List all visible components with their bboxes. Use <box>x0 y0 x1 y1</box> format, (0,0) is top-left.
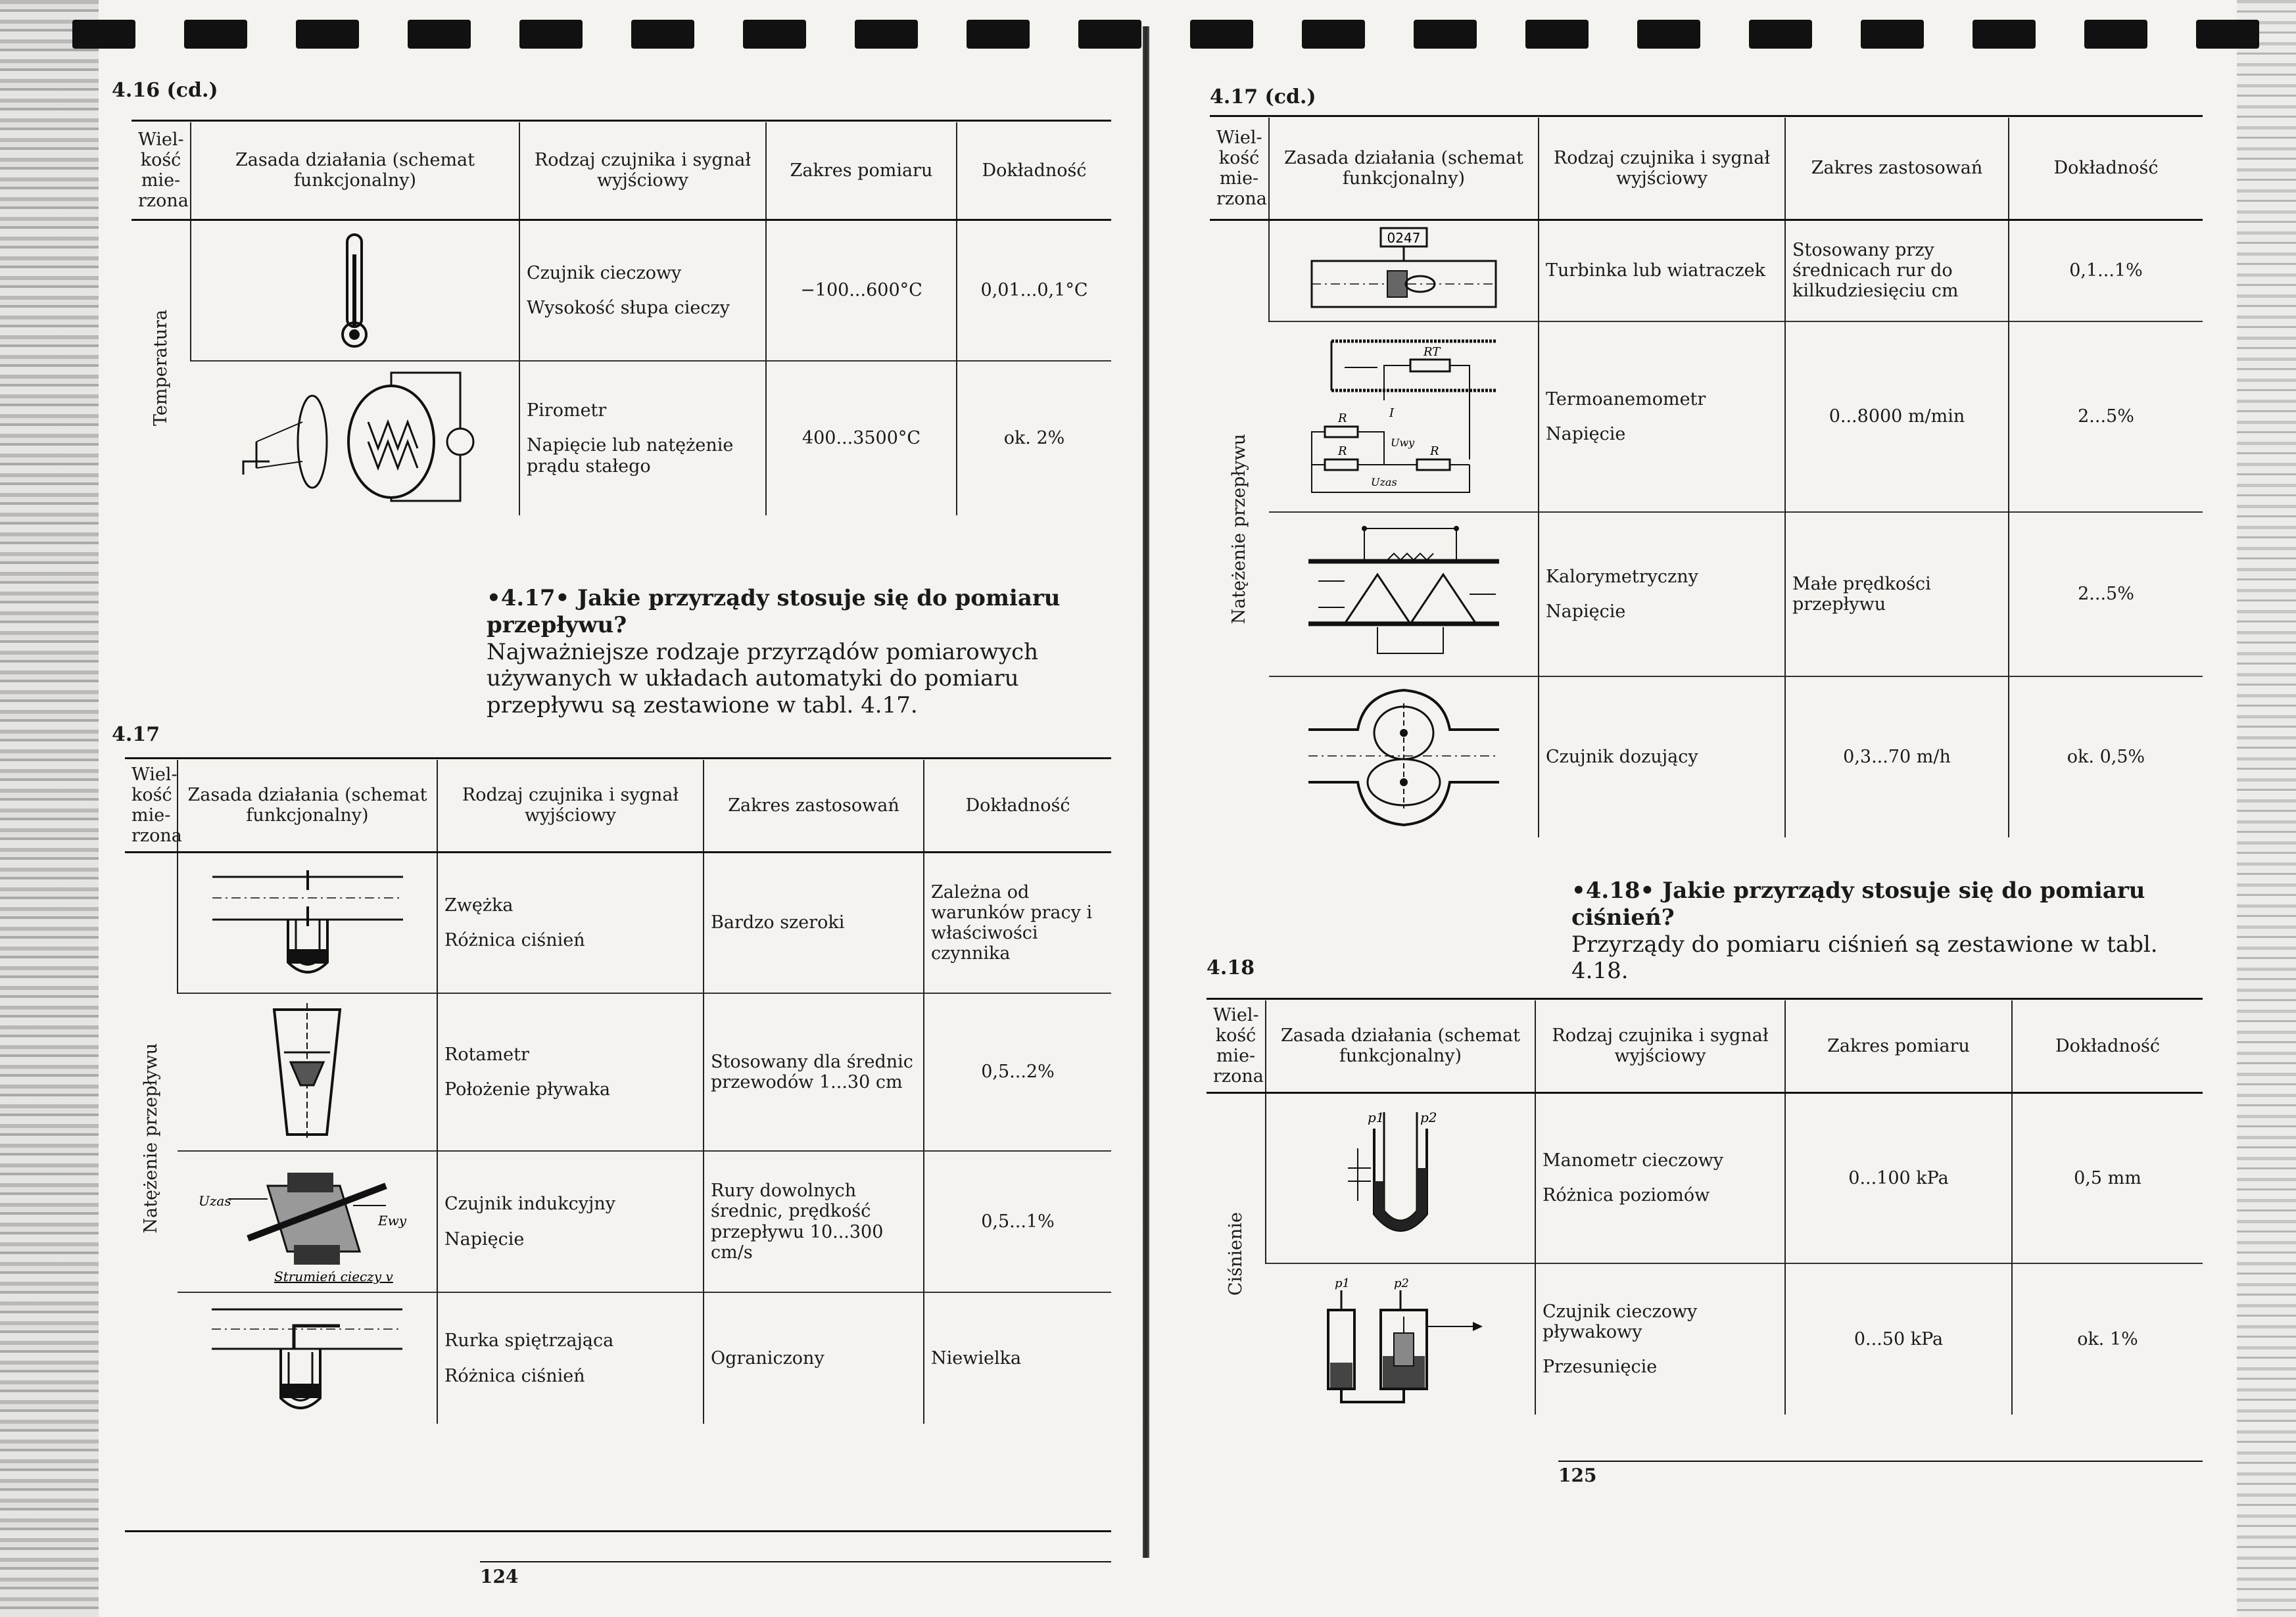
sensor-signal: Przesunięcie <box>1543 1357 1658 1378</box>
header-cell: Zakres zastosowań <box>1785 118 2009 220</box>
sensor-cell <box>519 361 766 515</box>
table-row <box>1207 1092 2203 1263</box>
table-4-16 <box>132 122 1111 515</box>
u-out-label: Ewy <box>378 1212 407 1229</box>
group-cell <box>132 220 191 515</box>
sensor-cell <box>437 852 704 993</box>
header-cell: Zasada działania (schemat funkcjonalny) <box>1269 118 1539 220</box>
r-label-3: R <box>1429 444 1439 458</box>
scan-edge-left <box>0 0 99 1617</box>
u-tube-manometer-diagram <box>1322 1102 1479 1254</box>
thermoanemometer-diagram <box>1305 328 1502 505</box>
table-row <box>1207 1263 2203 1415</box>
stream-label: Strumień cieczy v <box>274 1268 393 1284</box>
group-cell <box>125 852 178 1424</box>
p1-label: p1 <box>1368 1110 1385 1126</box>
counter-label: 0247 <box>1387 229 1421 246</box>
current-label: I <box>1389 406 1394 420</box>
p2-label: p2 <box>1393 1276 1409 1290</box>
sensor-signal: Napięcie lub natężenie prądu stałego <box>527 435 734 477</box>
u-out-label: Uwy <box>1390 436 1414 449</box>
diagram-cell <box>178 993 437 1151</box>
sensor-signal: Różnica ciśnień <box>444 1365 585 1386</box>
sensor-cell <box>437 1151 704 1292</box>
sensor-cell <box>1535 1092 1785 1263</box>
diagram-cell <box>1266 1092 1535 1263</box>
section-paragraph-4-18 <box>1571 878 2203 985</box>
question-heading: •4.17• Jakie przyrządy stosuje się do pomiaru przepływu? <box>487 585 1061 638</box>
header-cell: Zasada działania (schemat funkcjonalny) <box>191 122 519 220</box>
pyrometer-diagram <box>230 369 480 507</box>
header-cell: Wiel-kość mie-rzona <box>125 760 178 852</box>
table-label: 4.16 (cd.) <box>112 79 218 102</box>
group-label: Ciśnienie <box>1225 1212 1246 1296</box>
range-cell: Bardzo szeroki <box>704 852 924 993</box>
table-row <box>132 361 1111 515</box>
table-label: 4.17 <box>112 723 160 746</box>
header-cell: Rodzaj czujnika i sygnał wyjściowy <box>1539 118 1785 220</box>
sensor-name: Czujnik cieczowy <box>527 262 682 283</box>
page-number: 124 <box>480 1566 519 1587</box>
diagram-cell <box>1269 220 1539 321</box>
header-cell: Zakres pomiaru <box>1785 1000 2012 1092</box>
binding-marks <box>26 20 2288 53</box>
table-4-17 <box>125 760 1111 1424</box>
accuracy-cell: 0,5...1% <box>924 1151 1111 1292</box>
range-cell: 400...3500°C <box>766 361 957 515</box>
float-manometer-diagram <box>1302 1271 1499 1409</box>
accuracy-cell: 0,01...0,1°C <box>957 220 1111 361</box>
header-cell: Rodzaj czujnika i sygnał wyjściowy <box>519 122 766 220</box>
header-cell: Rodzaj czujnika i sygnał wyjściowy <box>437 760 704 852</box>
sensor-signal: Napięcie <box>1546 424 1626 444</box>
header-cell: Zasada działania (schemat funkcjonalny) <box>1266 1000 1535 1092</box>
group-label: Temperatura <box>150 310 171 427</box>
turbine-meter-diagram <box>1308 225 1499 317</box>
diagram-cell <box>191 220 519 361</box>
sensor-name: Czujnik indukcyjny <box>444 1194 616 1215</box>
header-cell: Dokładność <box>924 760 1111 852</box>
range-cell: −100...600°C <box>766 220 957 361</box>
table-row <box>1210 676 2203 837</box>
header-cell: Zakres zastosowań <box>704 760 924 852</box>
accuracy-cell: Zależna od warunków pracy i właściwości czynnika <box>924 852 1111 993</box>
table-4-18 <box>1207 1000 2203 1415</box>
header-cell: Wiel-kość mie-rzona <box>1210 118 1269 220</box>
dosing-sensor-diagram <box>1305 684 1502 832</box>
sensor-cell <box>1539 321 1785 512</box>
book-gutter <box>1143 26 1149 1558</box>
u-zas-label: Uzas <box>1370 476 1397 488</box>
sensor-signal: Różnica ciśnień <box>444 929 585 950</box>
group-label: Natężenie przepływu <box>1228 433 1249 624</box>
r-label-1: R <box>1337 411 1347 425</box>
sensor-name: Zwężka <box>444 895 514 916</box>
table-row <box>1210 321 2203 512</box>
table-row <box>125 852 1111 993</box>
p1-label: p1 <box>1334 1276 1350 1290</box>
sensor-signal: Wysokość słupa cieczy <box>527 297 730 318</box>
table-label: 4.18 <box>1207 956 1255 979</box>
section-paragraph-4-17 <box>487 585 1124 719</box>
range-cell: 0,3...70 m/h <box>1785 676 2009 837</box>
p2-label: p2 <box>1420 1110 1437 1126</box>
sensor-name: Czujnik cieczowy pływakowy <box>1543 1301 1698 1342</box>
group-cell <box>1210 220 1269 837</box>
range-cell: Rury dowolnych średnic, prędkość przepływu 10...300 cm/s <box>704 1151 924 1292</box>
sensor-cell <box>1535 1263 1785 1415</box>
accuracy-cell: 2...5% <box>2009 321 2203 512</box>
accuracy-cell: 0,5...2% <box>924 993 1111 1151</box>
table-label: 4.17 (cd.) <box>1210 85 1316 108</box>
rt-label: RT <box>1423 345 1440 359</box>
header-cell: Dokładność <box>2009 118 2203 220</box>
sensor-cell: Czujnik dozujący <box>1539 676 1785 837</box>
header-cell: Zasada działania (schemat funkcjonalny) <box>178 760 437 852</box>
paragraph-body: Najważniejsze rodzaje przyrządów pomiarowych używanych w układach automatyki do pomiaru przepływu są zestawione w tabl. 4.17. <box>487 638 1039 719</box>
table-row <box>125 1151 1111 1292</box>
table-row <box>1210 512 2203 676</box>
table-row <box>1210 220 2203 321</box>
header-cell: Zakres pomiaru <box>766 122 957 220</box>
sensor-name: Pirometr <box>527 400 607 421</box>
liquid-thermometer-diagram <box>316 228 395 353</box>
diagram-cell <box>1269 512 1539 676</box>
accuracy-cell: 0,1...1% <box>2009 220 2203 321</box>
r-label-2: R <box>1337 444 1347 458</box>
header-cell: Wiel-kość mie-rzona <box>1207 1000 1266 1092</box>
calorimetric-sensor-diagram <box>1305 522 1502 667</box>
rotameter-diagram <box>241 1003 373 1141</box>
question-heading: •4.18• Jakie przyrządy stosuje się do pomiaru ciśnień? <box>1571 878 2145 931</box>
range-cell: 0...100 kPa <box>1785 1092 2012 1263</box>
range-cell: Stosowany dla średnic przewodów 1...30 cm <box>704 993 924 1151</box>
sensor-cell: Turbinka lub wiatraczek <box>1539 220 1785 321</box>
sensor-name: Termoanemometr <box>1546 388 1706 410</box>
accuracy-cell: ok. 1% <box>2012 1263 2203 1415</box>
diagram-cell <box>178 1151 437 1292</box>
u-in-label: Uzas <box>199 1192 231 1209</box>
paragraph-body: Przyrządy do pomiaru ciśnień są zestawione w tabl. 4.18. <box>1571 931 2158 985</box>
accuracy-cell: ok. 0,5% <box>2009 676 2203 837</box>
sensor-cell <box>437 993 704 1151</box>
range-cell: 0...50 kPa <box>1785 1263 2012 1415</box>
range-cell: 0...8000 m/min <box>1785 321 2009 512</box>
sensor-name: Rotametr <box>444 1044 529 1065</box>
diagram-cell <box>1269 676 1539 837</box>
group-label: Natężenie przepływu <box>140 1043 161 1234</box>
accuracy-cell: 0,5 mm <box>2012 1092 2203 1263</box>
sensor-cell <box>519 220 766 361</box>
accuracy-cell: 2...5% <box>2009 512 2203 676</box>
table-row <box>125 1292 1111 1424</box>
header-cell: Wiel-kość mie-rzona <box>132 122 191 220</box>
pitot-tube-diagram <box>208 1300 406 1418</box>
header-cell: Dokładność <box>957 122 1111 220</box>
sensor-signal: Napięcie <box>444 1229 525 1250</box>
table-row <box>132 220 1111 361</box>
diagram-cell <box>178 852 437 993</box>
group-cell <box>1207 1092 1266 1415</box>
diagram-cell <box>178 1292 437 1424</box>
scan-edge-right <box>2237 0 2296 1617</box>
range-cell: Ograniczony <box>704 1292 924 1424</box>
sensor-name: Kalorymetryczny <box>1546 566 1698 587</box>
accuracy-cell: Niewielka <box>924 1292 1111 1424</box>
header-cell: Rodzaj czujnika i sygnał wyjściowy <box>1535 1000 1785 1092</box>
table-4-17-cont <box>1210 118 2203 837</box>
orifice-diagram <box>209 864 406 982</box>
sensor-name: Manometr cieczowy <box>1543 1150 1724 1171</box>
diagram-cell <box>1269 321 1539 512</box>
accuracy-cell: ok. 2% <box>957 361 1111 515</box>
sensor-signal: Napięcie <box>1546 601 1626 622</box>
induction-sensor-diagram <box>195 1160 419 1284</box>
range-cell: Stosowany przy średnicach rur do kilkudziesięciu cm <box>1785 220 2009 321</box>
sensor-signal: Położenie pływaka <box>444 1079 611 1100</box>
sensor-name: Rurka spiętrzająca <box>444 1330 614 1351</box>
header-cell: Dokładność <box>2012 1000 2203 1092</box>
range-cell: Małe prędkości przepływu <box>1785 512 2009 676</box>
page-number: 125 <box>1558 1465 1597 1486</box>
sensor-signal: Różnica poziomów <box>1543 1185 1710 1206</box>
sensor-cell <box>1539 512 1785 676</box>
diagram-cell <box>1266 1263 1535 1415</box>
diagram-cell <box>191 361 519 515</box>
table-row <box>125 993 1111 1151</box>
sensor-cell <box>437 1292 704 1424</box>
